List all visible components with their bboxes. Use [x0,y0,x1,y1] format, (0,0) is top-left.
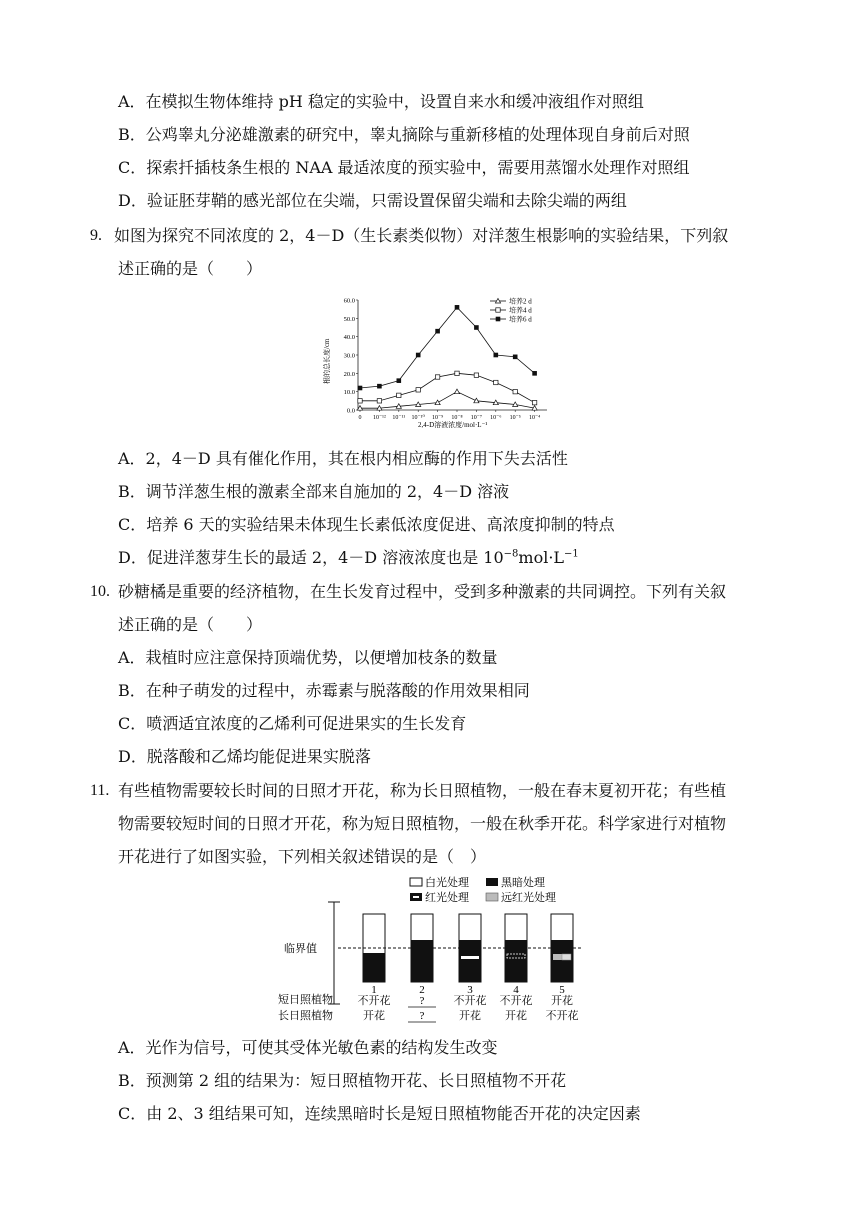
x-tick-label: 10⁻¹⁰ [411,415,425,421]
dark-segment [363,953,385,982]
legend-black-label: 黑暗处理 [501,877,545,889]
red-light-flash [461,956,479,959]
data-point [474,398,479,403]
q10-option-a: A．栽植时应注意保持顶端优势，以便增加枝条的数量 [118,648,498,667]
q8-option-c: C．探索扦插枝条生根的 NAA 最适浓度的预实验中，需要用蒸馏水处理作对照组 [118,158,690,177]
series-line [360,373,535,402]
data-point [474,373,478,377]
long-day-result: ? [419,1010,425,1022]
y-tick-label: 50.0 [343,315,355,323]
legend-marker [496,308,500,312]
x-tick-label: 10⁻¹¹ [392,415,406,421]
legend-red-swatch-mark [413,896,419,898]
red-light-flash [507,954,525,958]
x-tick-label: 10⁻⁹ [431,415,444,421]
q11-stem-line1: 有些植物需要较长时间的日照才开花，称为长日照植物，一般在春末夏初开花；有些植 [118,781,727,800]
q10-stem-line2: 述正确的是（ ） [118,615,263,634]
y-tick-label: 10.0 [343,389,355,397]
q10-stem-line1: 砂糖橘是重要的经济植物，在生长发育过程中，受到多种激素的共同调控。下列有关叙 [118,582,727,601]
q9-stem-line2: 述正确的是（ ） [118,259,263,278]
data-point [532,371,537,376]
y-tick-label: 40.0 [343,334,355,342]
q11-stem-line2: 物需要较短时间的日照才开花，称为短日照植物，一般在秋季开花。科学家进行对植物 [118,814,727,833]
q11-option-c: C．由 2、3 组结果可知，连续黑暗时长是短日照植物能否开花的决定因素 [118,1104,641,1123]
group-number: 1 [371,984,377,996]
q9-option-a: A．2，4－D 具有催化作用，其在根内相应酶的作用下失去活性 [118,449,568,468]
x-axis-label: 2,4-D溶液浓度/mol·L⁻¹ [418,421,488,428]
data-point [513,389,517,393]
q9-option-d [118,548,579,568]
data-point [454,389,459,394]
q9-option-d-text: D．促进洋葱芽生长的最适 2，4－D 溶液浓度也是 10 [118,548,504,567]
long-day-result: 开花 [505,1010,527,1022]
far-red-light-flash [562,954,571,960]
x-tick-label: 10⁻⁷ [470,415,483,421]
q10-option-b: B．在种子萌发的过程中，赤霉素与脱落酸的作用效果相同 [118,681,530,700]
legend-black-swatch [486,878,498,886]
dark-segment [551,940,573,982]
x-tick-label: 10⁻⁵ [509,415,521,421]
data-point [435,375,439,379]
q11-option-a: A．光作为信号，可使其受体光敏色素的结构发生改变 [118,1038,498,1057]
q8-option-d: D．验证胚芽鞘的感光部位在尖端，只需设置保留尖端和去除尖端的两组 [118,191,627,210]
row-label-long-day: 长日照植物 [278,1010,333,1022]
q11-photoperiod-figure [276,872,588,1026]
x-tick-label: 10⁻¹² [373,415,386,421]
q9-stem-line1: 如图为探究不同浓度的 2，4－D（生长素类似物）对洋葱生根影响的实验结果，下列叙 [114,226,729,245]
legend-white-label: 白光处理 [425,877,469,889]
q10-option-d: D．脱落酸和乙烯均能促进果实脱落 [118,747,371,766]
q11-option-b: B．预测第 2 组的结果为：短日照植物开花、长日照植物不开花 [118,1071,567,1090]
x-tick-label: 10⁻⁶ [490,415,502,421]
group-number: 5 [559,984,565,996]
q9-option-d-exponent: −8 [503,548,519,560]
data-point [416,388,420,392]
data-point [397,378,402,383]
q9-option-b: B．调节洋葱生根的激素全部来自施加的 2，4－D 溶液 [118,482,510,501]
data-point [377,399,381,403]
q9-option-d-unit: mol·L [518,548,565,567]
data-point [358,386,363,391]
legend-farred-swatch [486,893,498,901]
row-label-short-day: 短日照植物 [278,994,333,1006]
q8-option-b: B．公鸡睾丸分泌雄激素的研究中，睾丸摘除与重新移植的处理体现自身前后对照 [118,125,690,144]
y-tick-label: 20.0 [343,370,355,378]
q9-option-d-unit-exponent: −1 [564,548,579,560]
group-number: 4 [513,984,519,996]
data-point [397,393,401,397]
legend-white-swatch [410,878,422,886]
legend-label: 培养4 d [509,306,532,315]
short-day-result: 开花 [551,995,573,1007]
data-point [494,380,498,384]
legend-label: 培养6 d [509,315,532,324]
data-point [377,384,382,389]
q9-option-c: C．培养 6 天的实验结果未体现生长素低浓度促进、高浓度抑制的特点 [118,515,615,534]
y-axis-label: 根的总长度/cm [323,338,331,384]
data-point [513,355,518,360]
q10-number: 10. [90,583,110,600]
series-2 [358,371,537,405]
data-point [455,305,460,310]
legend-farred-label: 远红光处理 [501,892,556,904]
legend-red-label: 红光处理 [425,892,469,904]
q11-stem-line3: 开花进行了如图实验，下列相关叙述错误的是（ ） [118,847,487,866]
data-point [416,353,421,358]
short-day-result: 不开花 [453,995,487,1007]
data-point [435,329,440,334]
data-point [358,399,362,403]
x-tick-label: 10⁻⁴ [528,415,541,421]
legend-label: 培养2 d [509,297,532,306]
y-tick-label: 60.0 [343,297,355,305]
series-line [360,392,535,409]
short-day-result: 不开花 [499,995,533,1007]
y-tick-label: 30.0 [343,352,355,360]
long-day-result: 不开花 [545,1010,579,1022]
legend-marker [496,317,501,322]
y-tick-label: 0.0 [346,407,355,415]
group-number: 3 [467,984,473,996]
long-day-result: 开花 [363,1010,385,1022]
q9-line-chart [318,292,554,428]
q8-option-a: A．在模拟生物体维持 pH 稳定的实验中，设置自来水和缓冲液组作对照组 [118,92,644,111]
data-point [455,371,459,375]
q10-option-c: C．喷洒适宜浓度的乙烯利可促进果实的生长发育 [118,714,467,733]
short-day-result: ? [419,995,425,1007]
threshold-label: 临界值 [284,943,317,955]
data-point [494,353,499,358]
long-day-result: 开花 [459,1010,481,1022]
x-tick-label: 10⁻⁸ [451,415,463,421]
data-point [435,400,440,405]
dark-segment [411,940,433,982]
data-point [474,325,479,330]
data-point [532,400,536,404]
q9-number: 9. [90,227,102,244]
dark-segment [505,940,527,982]
short-day-result: 不开花 [357,995,391,1007]
q11-number: 11. [90,782,110,799]
x-tick-label: 0 [358,415,362,421]
dark-segment [459,940,481,982]
red-light-flash [553,954,562,960]
group-number: 2 [419,984,425,996]
